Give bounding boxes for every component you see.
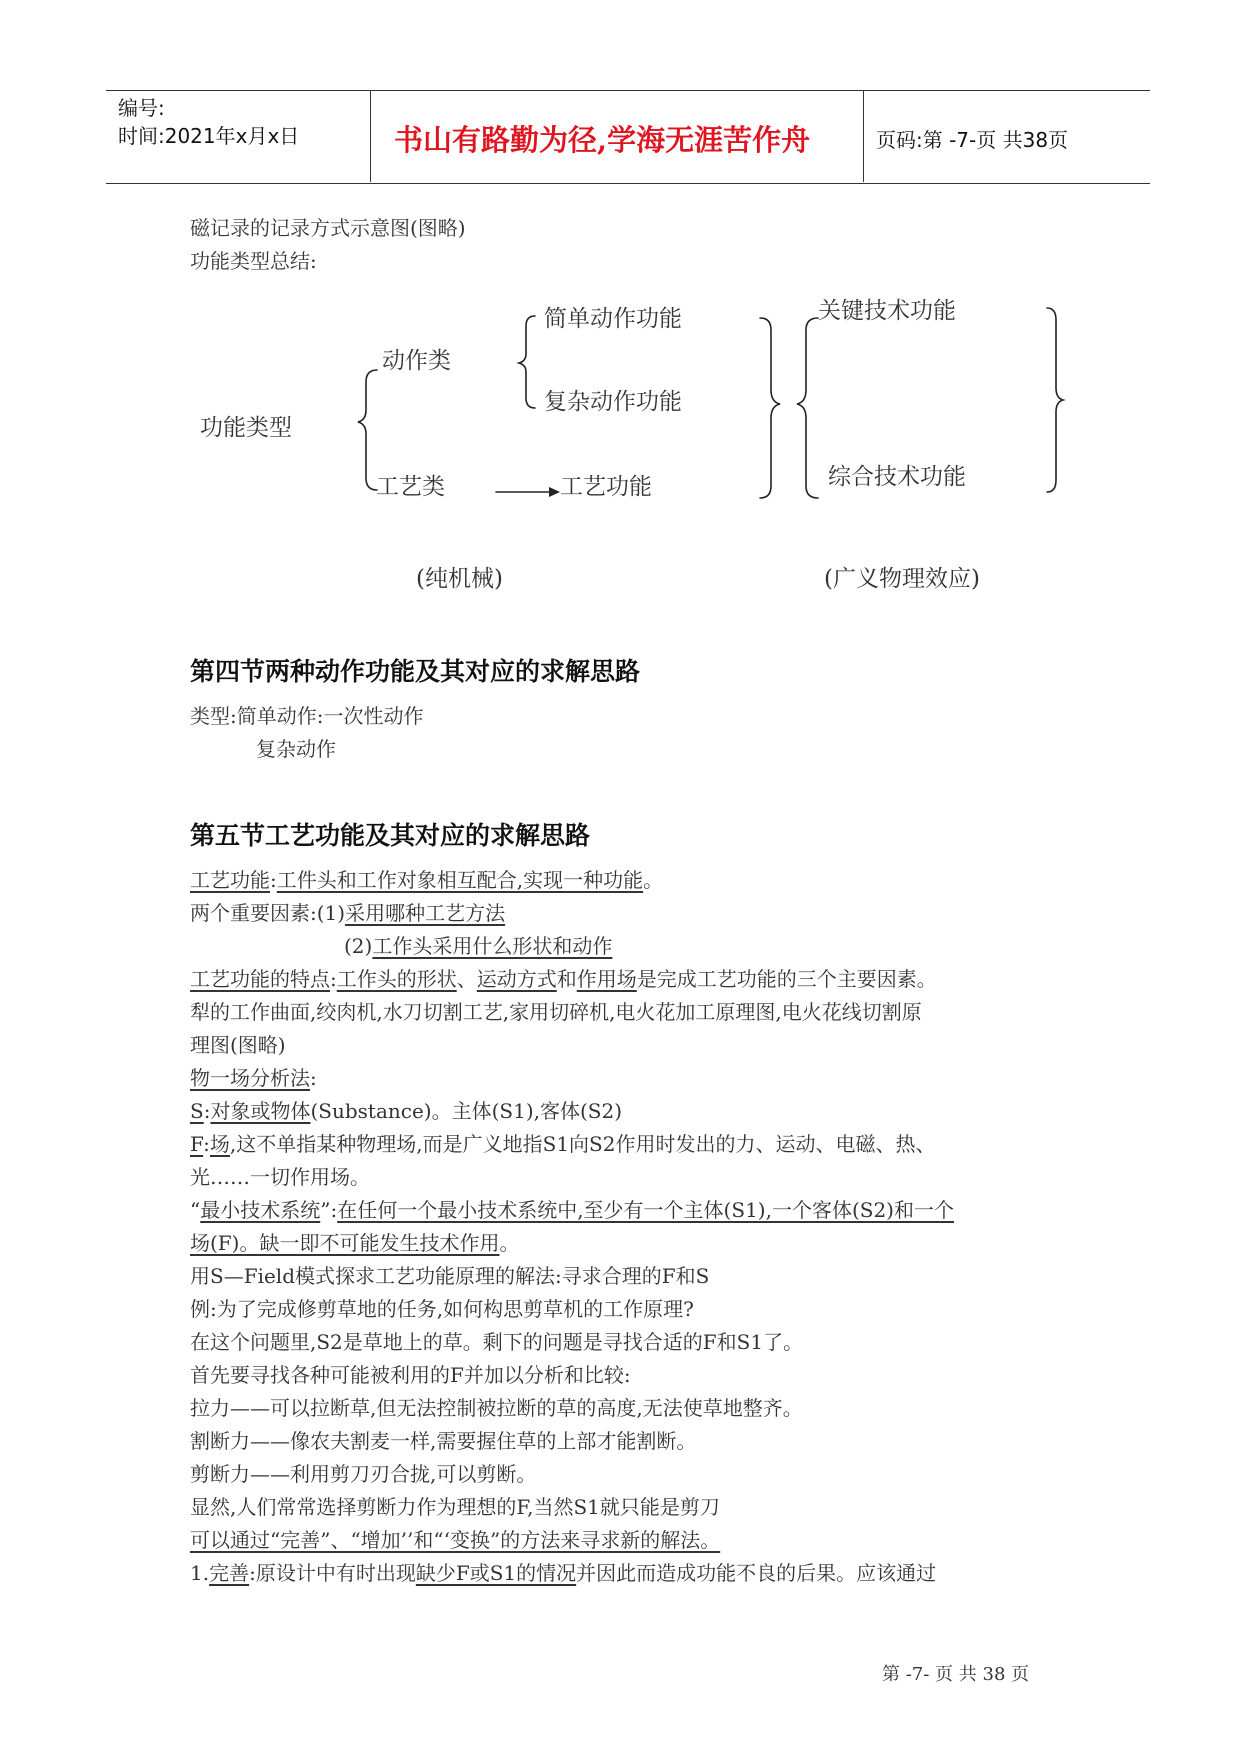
s5-f-def: 场 <box>209 1132 230 1156</box>
intro-line-2: 功能类型总结: <box>190 249 317 273</box>
s5-min-system-def-2: 场(F)。缺一即不可能发生技术作用 <box>190 1231 500 1255</box>
diagram-complex-action: 复杂动作功能 <box>544 389 682 415</box>
header-page-label: 页码:第 -7-页 共38页 <box>876 128 1069 152</box>
s5-craft-function-term: 工艺功能 <box>190 868 270 892</box>
s5-line-14: 例:为了完成修剪草地的任务,如何构思剪草机的工作原理? <box>190 1297 694 1321</box>
intro-line-1: 磁记录的记录方式示意图(图略) <box>190 216 466 240</box>
diagram-root-label: 功能类型 <box>200 415 292 441</box>
s5-factors-label: 两个重要因素:(1) <box>190 901 346 925</box>
brace-open-tech <box>797 318 818 498</box>
s5-line-20: 显然,人们常常选择剪断力作为理想的F,当然S1就只能是剪刀 <box>190 1495 720 1519</box>
section-4-line-1: 类型:简单动作:一次性动作 <box>190 704 424 728</box>
section-5-title: 第五节工艺功能及其对应的求解思路 <box>190 821 591 850</box>
diagram-craft-class: 工艺类 <box>376 474 445 500</box>
s5-colon: : <box>270 868 277 892</box>
diagram-simple-action: 简单动作功能 <box>544 306 682 332</box>
s5-feature-motion: 运动方式 <box>476 967 557 991</box>
s5-open-quote: “ <box>190 1198 201 1222</box>
s5-period: 。 <box>643 868 664 892</box>
s5-line-9 <box>190 1128 936 1161</box>
s5-line-3 <box>344 930 612 963</box>
s5-perfect-tail: 并因此而造成功能不良的后果。应该通过 <box>576 1561 937 1585</box>
s5-line-12 <box>190 1227 519 1260</box>
s5-line-17: 拉力——可以拉断草,但无法控制被拉断的草的高度,无法使草地整齐。 <box>190 1396 803 1420</box>
s5-f-term: F <box>190 1132 204 1156</box>
s5-s-term: S <box>190 1099 204 1123</box>
s5-feature-shape: 工作头的形状 <box>336 967 457 991</box>
s5-line-10: 光……一切作用场。 <box>190 1165 370 1189</box>
arrow-head <box>549 487 560 497</box>
s5-close-quote: ”: <box>320 1198 338 1222</box>
header-time-label: 时间:2021年x月x日 <box>118 124 300 148</box>
s5-line-7 <box>190 1062 317 1095</box>
s5-factor-2: 工作头采用什么形状和动作 <box>372 934 613 958</box>
s5-f-tail: ,这不单指某种物理场,而是广义地指S1向S2作用时发出的力、运动、电磁、热、 <box>229 1132 936 1156</box>
s5-colon-4: : <box>203 1099 211 1123</box>
s5-s-tail: (Substance)。主体(S1),客体(S2) <box>310 1099 623 1123</box>
s5-line-8 <box>190 1095 622 1128</box>
s5-and: 和 <box>556 967 577 991</box>
s5-feature-tail: 是完成工艺功能的三个主要因素。 <box>636 967 937 991</box>
section-4-title: 第四节两种动作功能及其对应的求解思路 <box>190 657 641 686</box>
s5-colon-2: : <box>330 967 337 991</box>
s5-field-analysis-term: 物一场分析法 <box>190 1066 310 1090</box>
diagram-action-class: 动作类 <box>382 348 451 374</box>
section-4-line-2: 复杂动作 <box>256 737 336 761</box>
diagram-pure-mechanical: (纯机械) <box>416 566 503 592</box>
s5-line-13: 用S—Field模式探求工艺功能原理的解法:寻求合理的F和S <box>190 1264 710 1288</box>
diagram-craft-function: 工艺功能 <box>560 474 652 500</box>
brace-right-close <box>760 318 780 498</box>
diagram-key-tech: 关键技术功能 <box>818 298 956 324</box>
s5-line-21: 可以通过“完善”、“增加’’和“‘变换”的方法来寻求新的解法。 <box>190 1528 721 1552</box>
s5-line-2 <box>190 897 505 930</box>
s5-line-1 <box>190 864 663 897</box>
s5-colon-5: : <box>203 1132 210 1156</box>
s5-line-4 <box>190 963 937 996</box>
s5-comma: 、 <box>456 967 477 991</box>
s5-line-6: 理图(图略) <box>190 1033 286 1057</box>
s5-line-19: 剪断力——利用剪刀刃合拢,可以剪断。 <box>190 1462 537 1486</box>
s5-colon-3: : <box>310 1066 317 1090</box>
s5-feature-field: 作用场 <box>576 967 637 991</box>
s5-period-2: 。 <box>499 1231 520 1255</box>
s5-features-term: 工艺功能的特点 <box>190 967 330 991</box>
s5-line-11 <box>190 1194 954 1227</box>
brace-action <box>519 316 535 408</box>
s5-line-5: 犁的工作曲面,绞肉机,水刀切割工艺,家用切碎机,电火花加工原理图,电火花线切割原 <box>190 1000 922 1024</box>
s5-factor-2-num: (2) <box>344 934 373 958</box>
header-number-label: 编号: <box>118 96 165 120</box>
s5-line-22 <box>190 1557 936 1590</box>
s5-perfect-term: 完善 <box>209 1561 250 1585</box>
s5-line-15: 在这个问题里,S2是草地上的草。剩下的问题是寻找合适的F和S1了。 <box>190 1330 804 1354</box>
s5-min-system-term: 最小技术系统 <box>200 1198 321 1222</box>
brace-root <box>358 370 377 490</box>
s5-min-system-def: 在任何一个最小技术系统中,至少有一个主体(S1),一个客体(S2)和一个 <box>337 1198 954 1222</box>
diagram-broad-physics: (广义物理效应) <box>824 566 980 592</box>
s5-craft-function-def: 工件头和工作对象相互配合,实现一种功能 <box>276 868 644 892</box>
brace-far-right <box>1047 308 1063 492</box>
s5-factor-1: 采用哪种工艺方法 <box>345 901 506 925</box>
page-footer: 第 -7- 页 共 38 页 <box>882 1664 1030 1685</box>
s5-s-def: 对象或物体 <box>210 1099 311 1123</box>
s5-item-1-num: 1. <box>190 1561 210 1585</box>
header-motto: 书山有路勤为径,学海无涯苦作舟 <box>394 123 811 157</box>
s5-lack-term: 缺少F或S1的情况 <box>415 1561 577 1585</box>
s5-line-16: 首先要寻找各种可能被利用的F并加以分析和比较: <box>190 1363 631 1387</box>
s5-line-18: 割断力——像农夫割麦一样,需要握住草的上部才能割断。 <box>190 1429 697 1453</box>
diagram-comprehensive-tech: 综合技术功能 <box>828 464 966 490</box>
s5-perfect-mid: :原设计中有时出现 <box>249 1561 416 1585</box>
